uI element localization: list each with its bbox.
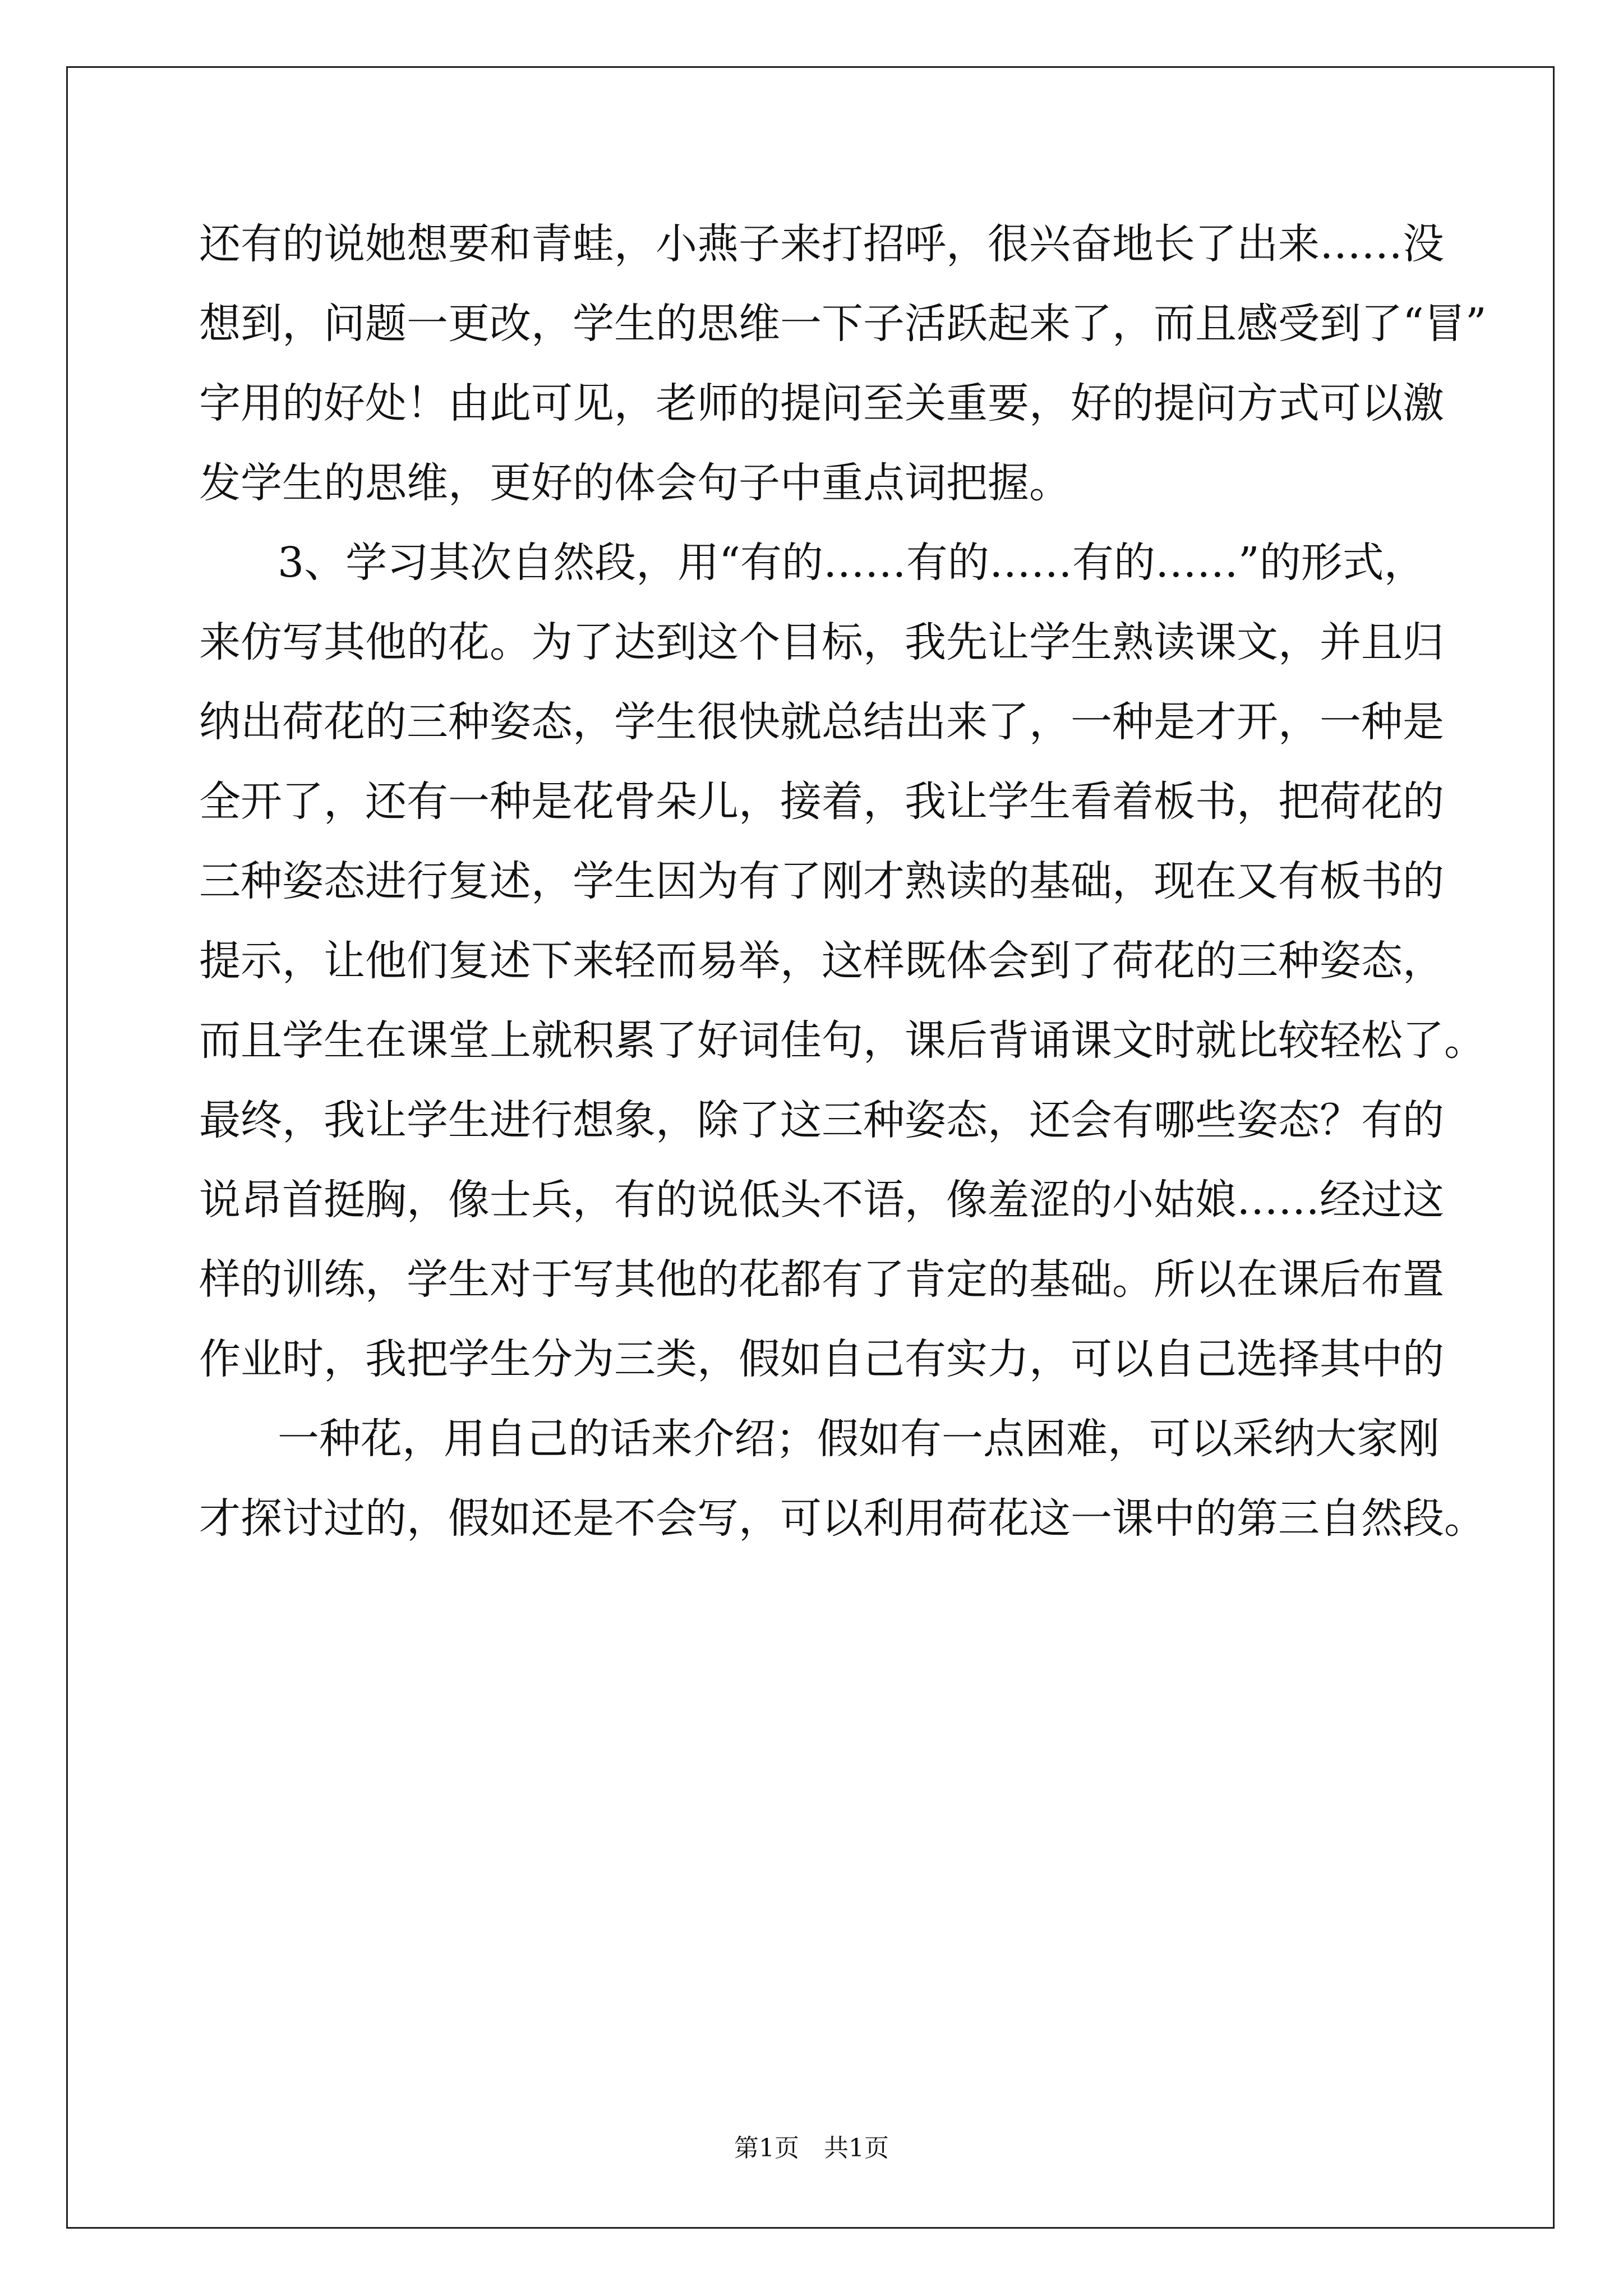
- text-line-13: 说昂首挺胸，像士兵，有的说低头不语，像羞涩的小姑娘……经过这: [199, 1176, 1444, 1224]
- text-line-12: 最终，我让学生进行想象，除了这三种姿态，还会有哪些姿态？有的: [199, 1096, 1444, 1144]
- text-line-1: 还有的说她想要和青蛙，小燕子来打招呼，很兴奋地长了出来……没: [199, 220, 1444, 268]
- text-line-4: 发学生的思维，更好的体会句子中重点词把握。: [199, 459, 1071, 507]
- text-line-2: 想到，问题一更改，学生的思维一下子活跃起来了，而且感受到了“冒”: [199, 300, 1487, 348]
- text-line-8: 全开了，还有一种是花骨朵儿，接着，我让学生看着板书，把荷花的: [199, 777, 1444, 826]
- text-line-14: 样的训练，学生对于写其他的花都有了肯定的基础。所以在课后布置: [199, 1255, 1444, 1304]
- page-number: 第1页 共1页: [734, 2134, 889, 2162]
- text-line-5: 3、学习其次自然段，用“有的……有的……有的……”的形式，: [278, 539, 1426, 587]
- text-line-11: 而且学生在课堂上就积累了好词佳句，课后背诵课文时就比较轻松了。: [199, 1016, 1486, 1065]
- text-line-15: 作业时，我把学生分为三类，假如自己有实力，可以自己选择其中的: [199, 1335, 1444, 1383]
- text-line-10: 提示，让他们复述下来轻而易举，这样既体会到了荷花的三种姿态，: [199, 937, 1444, 985]
- text-line-3: 字用的好处！由此可见，老师的提问至关重要，好的提问方式可以激: [199, 379, 1444, 427]
- text-line-16: 一种花，用自己的话来介绍；假如有一点困难，可以采纳大家刚: [278, 1415, 1440, 1463]
- text-line-7: 纳出荷花的三种姿态，学生很快就总结出来了，一种是才开，一种是: [199, 698, 1444, 746]
- text-line-17: 才探讨过的，假如还是不会写，可以利用荷花这一课中的第三自然段。: [199, 1494, 1486, 1543]
- text-line-9: 三种姿态进行复述，学生因为有了刚才熟读的基础，现在又有板书的: [199, 857, 1444, 905]
- text-line-6: 来仿写其他的花。为了达到这个目标，我先让学生熟读课文，并且归: [199, 618, 1444, 666]
